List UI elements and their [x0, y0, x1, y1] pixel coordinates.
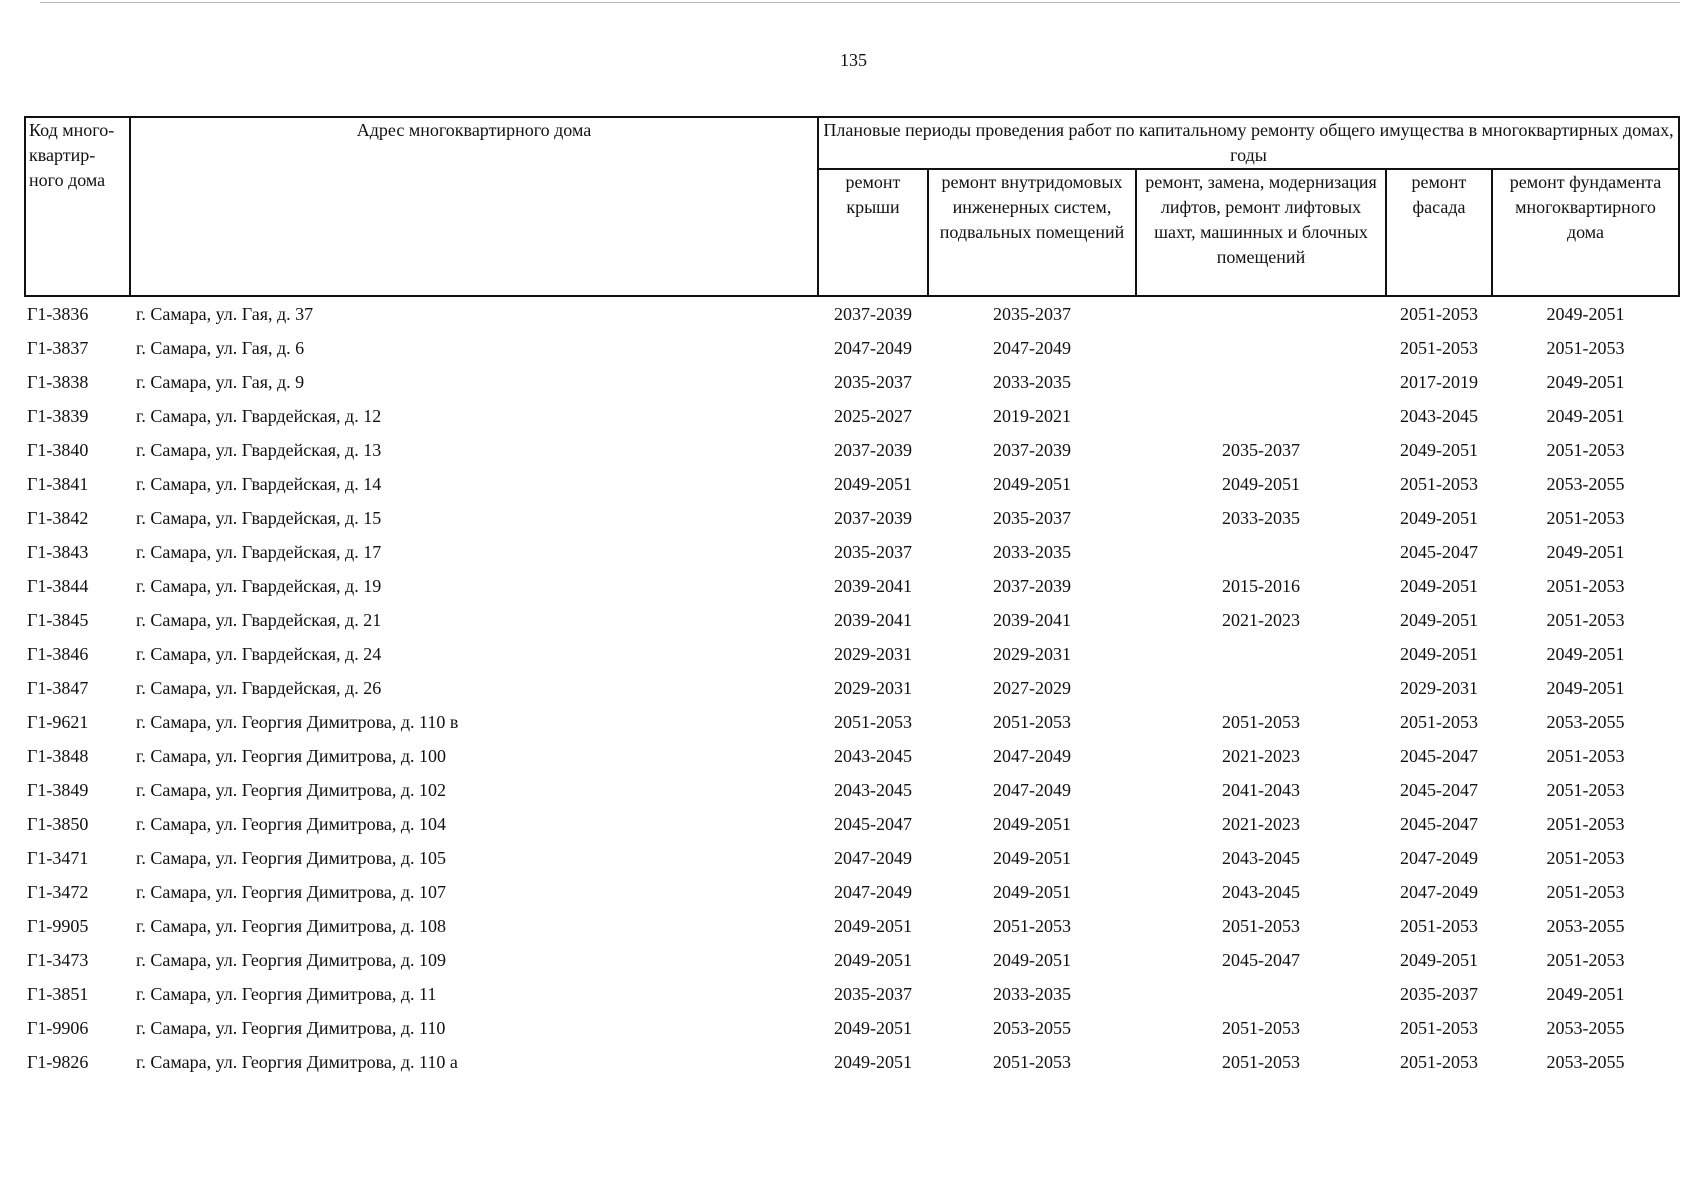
cell-code: Г1-9906: [27, 1018, 89, 1038]
cell-lifts: 2015-2016: [1222, 576, 1300, 596]
cell-lifts: [1136, 637, 1386, 671]
cell-systems: 2027-2029: [993, 678, 1071, 698]
cell-roof: 2049-2051: [834, 474, 912, 494]
cell-address: г. Самара, ул. Георгия Димитрова, д. 109: [136, 950, 447, 970]
cell-roof: 2043-2045: [834, 746, 912, 766]
cell-roof: 2037-2039: [834, 440, 912, 460]
cell-foundation: 2053-2055: [1546, 474, 1625, 494]
cell-code: Г1-3850: [27, 814, 89, 834]
table-row: [25, 977, 1679, 1011]
cell-code: Г1-3840: [27, 440, 89, 460]
cell-code: Г1-3845: [27, 610, 89, 630]
cell-systems: 2049-2051: [993, 814, 1071, 834]
cell-address: г. Самара, ул. Гвардейская, д. 12: [136, 406, 382, 426]
cell-address: г. Самара, ул. Гвардейская, д. 26: [136, 678, 382, 698]
cell-roof: 2049-2051: [834, 1052, 912, 1072]
cell-foundation: 2049-2051: [1546, 372, 1625, 392]
cell-systems: 2029-2031: [993, 644, 1071, 664]
cell-systems: 2047-2049: [993, 780, 1071, 800]
cell-facade: 2017-2019: [1400, 372, 1478, 392]
cell-address: г. Самара, ул. Георгия Димитрова, д. 110 в: [136, 712, 459, 732]
table-body: [25, 296, 1679, 1079]
cell-foundation: 2051-2053: [1546, 338, 1625, 358]
cell-code: Г1-3839: [27, 406, 89, 426]
cell-foundation: 2053-2055: [1546, 1052, 1625, 1072]
cell-lifts: 2051-2053: [1222, 1018, 1300, 1038]
cell-address: г. Самара, ул. Георгия Димитрова, д. 100: [136, 746, 447, 766]
table-row: [25, 943, 1679, 977]
cell-code: Г1-3471: [27, 848, 89, 868]
cell-lifts: [1136, 331, 1386, 365]
cell-roof: 2029-2031: [834, 678, 912, 698]
cell-address: г. Самара, ул. Гая, д. 9: [136, 372, 305, 392]
cell-lifts: [1136, 365, 1386, 399]
cell-address: г. Самара, ул. Гвардейская, д. 24: [136, 644, 382, 664]
cell-address: г. Самара, ул. Гвардейская, д. 13: [136, 440, 382, 460]
cell-foundation: 2051-2053: [1546, 780, 1625, 800]
table-row: [25, 671, 1679, 705]
cell-code: Г1-3842: [27, 508, 89, 528]
cell-systems: 2047-2049: [993, 338, 1071, 358]
cell-facade: 2051-2053: [1400, 304, 1478, 324]
cell-foundation: 2051-2053: [1546, 882, 1625, 902]
cell-facade: 2051-2053: [1400, 712, 1478, 732]
cell-systems: 2049-2051: [993, 882, 1071, 902]
cell-address: г. Самара, ул. Георгия Димитрова, д. 11: [136, 984, 437, 1004]
cell-lifts: 2049-2051: [1222, 474, 1300, 494]
cell-roof: 2049-2051: [834, 1018, 912, 1038]
cell-systems: 2037-2039: [993, 576, 1071, 596]
cell-systems: 2047-2049: [993, 746, 1071, 766]
cell-roof: 2051-2053: [834, 712, 912, 732]
cell-lifts: [1136, 977, 1386, 1011]
cell-address: г. Самара, ул. Георгия Димитрова, д. 108: [136, 916, 447, 936]
header-systems: ремонт внутридомовых инженерных систем, подвальных помещений: [928, 169, 1136, 296]
cell-foundation: 2053-2055: [1546, 712, 1625, 732]
cell-foundation: 2049-2051: [1546, 304, 1625, 324]
cell-address: г. Самара, ул. Гая, д. 37: [136, 304, 314, 324]
cell-foundation: 2049-2051: [1546, 644, 1625, 664]
cell-systems: 2049-2051: [993, 474, 1071, 494]
cell-lifts: 2035-2037: [1222, 440, 1300, 460]
cell-address: г. Самара, ул. Гая, д. 6: [136, 338, 305, 358]
cell-address: г. Самара, ул. Георгия Димитрова, д. 110 а: [136, 1052, 458, 1072]
cell-facade: 2051-2053: [1400, 338, 1478, 358]
cell-address: г. Самара, ул. Георгия Димитрова, д. 104: [136, 814, 447, 834]
cell-roof: 2039-2041: [834, 610, 912, 630]
table-row: [25, 841, 1679, 875]
table-row: [25, 739, 1679, 773]
cell-code: Г1-3847: [27, 678, 89, 698]
cell-lifts: 2051-2053: [1222, 1052, 1300, 1072]
header-roof: ремонт крыши: [818, 169, 928, 296]
cell-roof: 2049-2051: [834, 916, 912, 936]
cell-lifts: [1136, 535, 1386, 569]
cell-lifts: 2051-2053: [1222, 916, 1300, 936]
cell-systems: 2019-2021: [993, 406, 1071, 426]
cell-foundation: 2051-2053: [1546, 950, 1625, 970]
table-row: [25, 399, 1679, 433]
cell-systems: 2039-2041: [993, 610, 1071, 630]
cell-foundation: 2051-2053: [1546, 746, 1625, 766]
cell-roof: 2045-2047: [834, 814, 912, 834]
cell-foundation: 2049-2051: [1546, 984, 1625, 1004]
cell-foundation: 2051-2053: [1546, 508, 1625, 528]
cell-lifts: 2043-2045: [1222, 848, 1300, 868]
cell-systems: 2053-2055: [993, 1018, 1071, 1038]
table-row: [25, 365, 1679, 399]
cell-address: г. Самара, ул. Георгия Димитрова, д. 102: [136, 780, 447, 800]
page-number: 135: [840, 50, 867, 70]
table-row: [25, 331, 1679, 365]
cell-roof: 2049-2051: [834, 950, 912, 970]
cell-lifts: 2043-2045: [1222, 882, 1300, 902]
cell-code: Г1-3846: [27, 644, 89, 664]
cell-code: Г1-3848: [27, 746, 89, 766]
cell-roof: 2025-2027: [834, 406, 912, 426]
cell-address: г. Самара, ул. Гвардейская, д. 19: [136, 576, 382, 596]
cell-facade: 2047-2049: [1400, 882, 1478, 902]
cell-lifts: [1136, 671, 1386, 705]
cell-facade: 2045-2047: [1400, 746, 1478, 766]
cell-systems: 2051-2053: [993, 916, 1071, 936]
cell-foundation: 2049-2051: [1546, 678, 1625, 698]
cell-code: Г1-3851: [27, 984, 89, 1004]
cell-code: Г1-3849: [27, 780, 89, 800]
cell-lifts: 2041-2043: [1222, 780, 1300, 800]
table-row: [25, 467, 1679, 501]
cell-roof: 2037-2039: [834, 508, 912, 528]
cell-facade: 2047-2049: [1400, 848, 1478, 868]
cell-roof: 2047-2049: [834, 882, 912, 902]
table-header: [25, 117, 1679, 296]
cell-roof: 2035-2037: [834, 984, 912, 1004]
cell-foundation: 2053-2055: [1546, 1018, 1625, 1038]
header-code: Код много-квартир-ного дома: [25, 117, 130, 296]
cell-facade: 2035-2037: [1400, 984, 1478, 1004]
cell-facade: 2051-2053: [1400, 1052, 1478, 1072]
cell-roof: 2035-2037: [834, 372, 912, 392]
header-facade: ремонт фасада: [1386, 169, 1492, 296]
cell-systems: 2051-2053: [993, 1052, 1071, 1072]
cell-code: Г1-3841: [27, 474, 89, 494]
cell-facade: 2051-2053: [1400, 916, 1478, 936]
cell-facade: 2049-2051: [1400, 950, 1478, 970]
cell-facade: 2049-2051: [1400, 440, 1478, 460]
cell-address: г. Самара, ул. Гвардейская, д. 14: [136, 474, 382, 494]
table-row: [25, 501, 1679, 535]
cell-facade: 2045-2047: [1400, 814, 1478, 834]
cell-address: г. Самара, ул. Гвардейская, д. 21: [136, 610, 382, 630]
cell-systems: 2051-2053: [993, 712, 1071, 732]
table-row: [25, 807, 1679, 841]
cell-address: г. Самара, ул. Георгия Димитрова, д. 105: [136, 848, 447, 868]
cell-foundation: 2051-2053: [1546, 610, 1625, 630]
table-row: [25, 1045, 1679, 1079]
cell-facade: 2051-2053: [1400, 474, 1478, 494]
cell-lifts: 2021-2023: [1222, 814, 1300, 834]
cell-lifts: [1136, 296, 1386, 331]
cell-lifts: 2033-2035: [1222, 508, 1300, 528]
table-row: [25, 433, 1679, 467]
cell-systems: 2033-2035: [993, 542, 1071, 562]
cell-systems: 2049-2051: [993, 848, 1071, 868]
cell-facade: 2029-2031: [1400, 678, 1478, 698]
cell-roof: 2043-2045: [834, 780, 912, 800]
cell-code: Г1-3837: [27, 338, 89, 358]
cell-lifts: 2021-2023: [1222, 746, 1300, 766]
cell-foundation: 2051-2053: [1546, 814, 1625, 834]
cell-facade: 2049-2051: [1400, 508, 1478, 528]
cell-lifts: 2021-2023: [1222, 610, 1300, 630]
table-row: [25, 535, 1679, 569]
header-foundation: ремонт фундамента многоквартирного дома: [1492, 169, 1679, 296]
cell-systems: 2037-2039: [993, 440, 1071, 460]
cell-foundation: 2049-2051: [1546, 406, 1625, 426]
cell-address: г. Самара, ул. Гвардейская, д. 15: [136, 508, 382, 528]
cell-code: Г1-3473: [27, 950, 89, 970]
cell-roof: 2037-2039: [834, 304, 912, 324]
cell-systems: 2033-2035: [993, 984, 1071, 1004]
cell-facade: 2045-2047: [1400, 542, 1478, 562]
cell-code: Г1-3836: [27, 304, 89, 324]
table-row: [25, 603, 1679, 637]
table-row: [25, 909, 1679, 943]
table-row: [25, 296, 1679, 331]
cell-roof: 2035-2037: [834, 542, 912, 562]
cell-foundation: 2049-2051: [1546, 542, 1625, 562]
header-planned-periods: Плановые периоды проведения работ по капитальному ремонту общего имущества в многоквартирных домах, годы: [818, 117, 1679, 169]
header-address: Адрес многоквартирного дома: [130, 117, 818, 296]
cell-lifts: 2045-2047: [1222, 950, 1300, 970]
cell-facade: 2045-2047: [1400, 780, 1478, 800]
cell-code: Г1-3838: [27, 372, 89, 392]
table-row: [25, 705, 1679, 739]
cell-code: Г1-3843: [27, 542, 89, 562]
cell-address: г. Самара, ул. Георгия Димитрова, д. 107: [136, 882, 447, 902]
table-row: [25, 773, 1679, 807]
cell-code: Г1-3472: [27, 882, 89, 902]
table-row: [25, 569, 1679, 603]
cell-lifts: 2051-2053: [1222, 712, 1300, 732]
cell-roof: 2029-2031: [834, 644, 912, 664]
cell-address: г. Самара, ул. Георгия Димитрова, д. 110: [136, 1018, 446, 1038]
cell-systems: 2033-2035: [993, 372, 1071, 392]
scan-top-edge: [40, 2, 1680, 3]
cell-foundation: 2051-2053: [1546, 848, 1625, 868]
cell-code: Г1-3844: [27, 576, 89, 596]
cell-facade: 2049-2051: [1400, 576, 1478, 596]
cell-code: Г1-9826: [27, 1052, 89, 1072]
table-row: [25, 637, 1679, 671]
header-lifts: ремонт, замена, модернизация лифтов, ремонт лифтовых шахт, машинных и блочных помещений: [1136, 169, 1386, 296]
cell-code: Г1-9621: [27, 712, 89, 732]
cell-systems: 2035-2037: [993, 508, 1071, 528]
cell-facade: 2049-2051: [1400, 610, 1478, 630]
cell-foundation: 2053-2055: [1546, 916, 1625, 936]
repair-schedule-table: [24, 116, 1680, 1079]
cell-lifts: [1136, 399, 1386, 433]
cell-foundation: 2051-2053: [1546, 440, 1625, 460]
cell-facade: 2043-2045: [1400, 406, 1478, 426]
cell-systems: 2035-2037: [993, 304, 1071, 324]
cell-roof: 2047-2049: [834, 848, 912, 868]
table-row: [25, 875, 1679, 909]
cell-foundation: 2051-2053: [1546, 576, 1625, 596]
cell-facade: 2051-2053: [1400, 1018, 1478, 1038]
cell-code: Г1-9905: [27, 916, 89, 936]
cell-roof: 2047-2049: [834, 338, 912, 358]
cell-facade: 2049-2051: [1400, 644, 1478, 664]
cell-roof: 2039-2041: [834, 576, 912, 596]
cell-address: г. Самара, ул. Гвардейская, д. 17: [136, 542, 382, 562]
cell-systems: 2049-2051: [993, 950, 1071, 970]
table-row: [25, 1011, 1679, 1045]
